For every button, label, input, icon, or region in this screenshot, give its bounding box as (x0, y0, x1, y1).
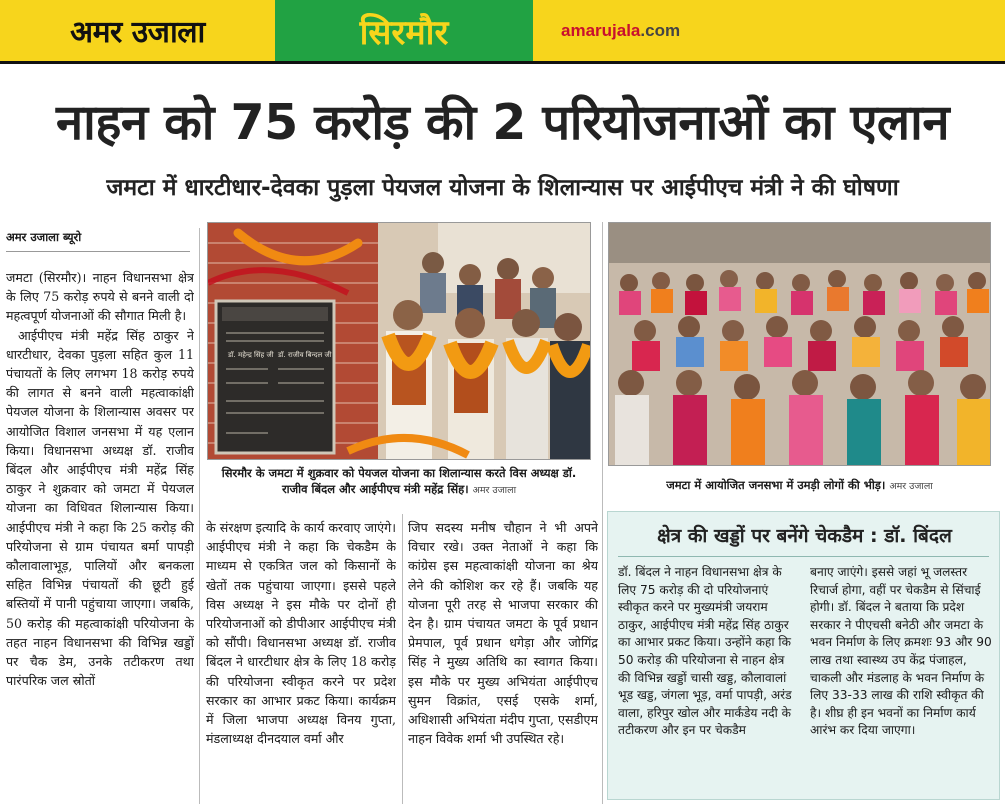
caption-right-credit: अमर उजाला (889, 481, 933, 492)
box-title: क्षेत्र की खड्डों पर बनेंगे चेकडैम : डॉ. बिंदल (657, 525, 952, 547)
site-url (533, 0, 1005, 61)
photo-foundation-ceremony (207, 222, 591, 460)
article-paragraph: के संरक्षण इत्यादि के कार्य करवाए जाएंगे। आईपीएच मंत्री ने कहा कि चेकडैम के माध्यम से एकत्रित जल को किसानों के खेतों तक पहुंचाया जाएगा। इससे पहले विस अध्यक्ष ने इस मौके पर दोनों ही परियोजनाओं को डीपीआर आईपीएच मंत्री को सौंपी। विधानसभा अध्यक्ष डॉ. राजीव बिंदल ने धारटीधार क्षेत्र के लिए 18 करोड़ की परियोजना स्वीकृत करने पर प्रदेश सरकार का आभार प्रकट किया। कार्यक्रम में जिला भाजपा अध्यक्ष विनय गुप्ता, मंडलाध्यक्ष दीनदयाल वर्मा और (206, 520, 396, 747)
column-divider (602, 222, 603, 804)
caption-left-credit: अमर उजाला (472, 485, 517, 496)
plaque-name-right: डॉ. राजीव बिन्दल जी (278, 351, 332, 359)
masthead (0, 0, 1005, 64)
article-paragraph: जमटा (सिरमौर)। नाहन विधानसभा क्षेत्र के लिए 75 करोड़ रुपये से बनने वाली दो महत्वपूर्ण योजनाओं की सौगात मिली है। (6, 270, 194, 324)
plaque-name-left: डॉ. महेन्द्र सिंह जी (228, 351, 274, 359)
subheadline: जमटा में धारटीधार-देवका पुड़ला पेयजल योजना के शिलान्यास पर आईपीएच मंत्री ने की घोषणा (106, 175, 899, 201)
box-divider (618, 556, 989, 557)
column-divider (199, 228, 200, 804)
foundation-ceremony-image (208, 223, 591, 460)
article-paragraph: जिप सदस्य मनीष चौहान ने भी अपने विचार रखे। उक्त नेताओं ने कहा कि कांग्रेस इस महत्वाकांक्षी योजना का श्रेय लेने की कोशिश कर रहे हैं। जबकि यह योजना पूरी तरह से भाजपा सरकार की देन है। ग्राम पंचायत जमटा के पूर्व प्रधान प्रेमपाल, पूर्व प्रधान धगेड़ा और जोगिंद्र सिंह ने मुख्य अतिथि का स्वागत किया। इस मौके पर मुख्य अभियंता आईपीएच सुमन विक्रांत, एसई एसके शर्मा, अधिशासी अभियंता मंदीप गुप्ता, एसडीएम नाहन विवेक शर्मा भी उपस्थित रहे। (408, 520, 598, 747)
site-url-tld: .com (640, 20, 681, 40)
caption-left-text: सिरमौर के जमटा में शुक्रवार को पेयजल योजना का शिलान्यास करते विस अध्यक्ष डॉ. राजीव बिंदल और आईपीएच मंत्री महेंद्र सिंह। (221, 466, 577, 496)
article-column-3 (408, 518, 598, 804)
box-column-2: बनाए जाएंगे। इससे जहां भू जलस्तर रिचार्ज होगा, वहीं पर चेकडैम से सिंचाई होगी। डॉ. बिंदल ने बताया कि प्रदेश सरकार ने पीएचसी बनेठी और जमटा के भवन निर्माण के लिए क्रमशः 93 और 90 लाख तथा स्वास्थ्य उप केंद्र पंजाहल, चाकली और मंडलाह के भवन निर्माण के लिए 33-33 लाख की राशि स्वीकृत की है। शीघ्र ही इन भवनों का निर्माण कार्य आरंभ कर दिया जाएगा। (810, 565, 992, 738)
column-divider (402, 514, 403, 804)
paper-logo (0, 0, 275, 61)
caption-right-text: जमटा में आयोजित जनसभा में उमड़ी लोगों की भीड़। (666, 478, 886, 492)
photo-crowd (608, 222, 991, 466)
edition-name: सिरमौर (359, 12, 449, 53)
paper-name: अमर उजाला (70, 15, 205, 50)
article-column-1 (6, 268, 194, 804)
photo-caption-left (207, 465, 591, 499)
headline: नाहन को 75 करोड़ की 2 परियोजनाओं का एलान (55, 94, 950, 151)
photo-caption-right (608, 477, 991, 495)
article-column-2 (206, 518, 396, 804)
edition-banner (275, 0, 533, 61)
article-paragraph: आईपीएच मंत्री महेंद्र सिंह ठाकुर ने धारटीधार, देवका पुड़ला सहित कुल 11 पंचायतों के लिए लगभग 18 करोड़ रुपये की लागत से बनने वाली महत्वाकांक्षी पेयजल योजना के शिलान्यास अवसर पर आयोजित विशाल जनसभा में यह एलान किया। विधानसभा अध्यक्ष डॉ. राजीव बिंदल और आईपीएच मंत्री महेंद्र सिंह ठाकुर ने शुक्रवार को जमटा में पेयजल योजना का विधिवत शिलान्यास किया। आईपीएच मंत्री ने कहा कि 25 करोड़ की परियोजना से ग्राम पंचायत बर्मा पापड़ी कौलावालाभूड़, पालियों और बनकला सहित विभिन्न पंचायतों की छूटी हुई बस्तियों में पानी पहुंचाया जाएगा। जबकि, 50 करोड़ की महत्वाकांक्षी परियोजना के तहत नाहन विधानसभा की विभिन्न खड्डों पर चैक डेम, उनके तटीकरण तथा पारंपरिक जल स्रोतों (6, 327, 194, 689)
sidebar-box (607, 511, 1000, 800)
site-url-main: amarujala (561, 20, 641, 40)
byline: अमर उजाला ब्यूरो (6, 230, 190, 252)
box-column-1: डॉ. बिंदल ने नाहन विधानसभा क्षेत्र के लिए 75 करोड़ की दो परियोजनाएं स्वीकृत करने पर मुख्यमंत्री जयराम ठाकुर, आईपीएच मंत्री महेंद्र सिंह ठाकुर का आभार प्रकट किया। उन्होंने कहा कि 50 करोड़ की परियोजना से नाहन क्षेत्र की विभिन्न खड्डों चासी खड्ड, कौलावालां भूड खड्ड, जंगला भूड़, वर्मा पापड़ी, अरंड वाला, हरिपुर खोल और मार्कंडेय नदी के तटीकरण और इन पर चेकडैम (618, 565, 792, 738)
crowd-image (609, 223, 991, 466)
